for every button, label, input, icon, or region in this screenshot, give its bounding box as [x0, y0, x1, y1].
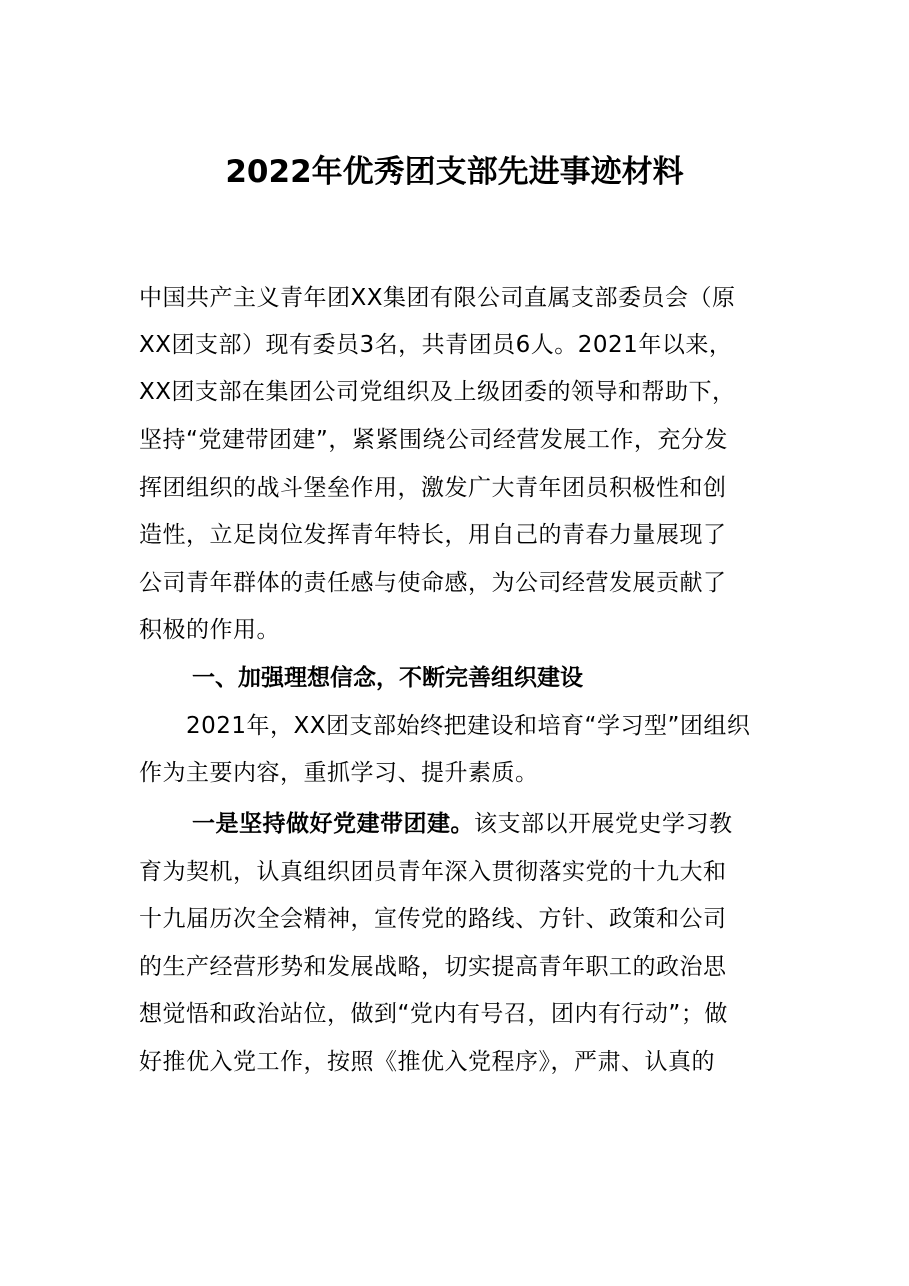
intro-line: 挥团组织的战斗堡垒作用，激发广大青年团员积极性和创: [139, 475, 727, 501]
intro-line: XX团支部）现有委员3名，共青团员6人。2021年以来，: [139, 332, 733, 358]
intro-line: 公司青年群体的责任感与使命感，为公司经营发展贡献了: [139, 570, 727, 596]
document-title: 2022年优秀团支部先进事迹材料: [225, 154, 684, 190]
point-first-line-text: 该支部以开展党史学习教: [474, 811, 733, 837]
point-line: 想觉悟和政治站位，做到“党内有号召，团内有行动”；做: [139, 1001, 728, 1027]
intro-line: 坚持“党建带团建”，紧紧围绕公司经营发展工作，充分发: [139, 427, 728, 453]
section-heading: 一、加强理想信念，不断完善组织建设: [192, 665, 583, 691]
point-line: 好推优入党工作，按照《推优入党程序》，严肃、认真的: [139, 1049, 715, 1075]
point-line: 十九届历次全会精神，宣传党的路线、方针、政策和公司: [139, 906, 727, 932]
point-line: 育为契机，认真组织团员青年深入贯彻落实党的十九大和: [139, 859, 727, 885]
intro-line: XX团支部在集团公司党组织及上级团委的领导和帮助下，: [139, 379, 736, 405]
point-lead: 一是坚持做好党建带团建。: [192, 811, 474, 837]
section-paragraph-line: 作为主要内容，重抓学习、提升素质。: [139, 760, 539, 786]
intro-line: 中国共产主义青年团XX集团有限公司直属支部委员会（原: [139, 285, 736, 311]
section-paragraph-line: 2021年，XX团支部始终把建设和培育“学习型”团组织: [186, 713, 751, 739]
intro-line: 造性，立足岗位发挥青年特长，用自己的青春力量展现了: [139, 522, 727, 548]
point-first-line: [192, 808, 832, 840]
point-line: 的生产经营形势和发展战略，切实提高青年职工的政治思: [139, 954, 727, 980]
intro-line: 积极的作用。: [139, 617, 280, 643]
